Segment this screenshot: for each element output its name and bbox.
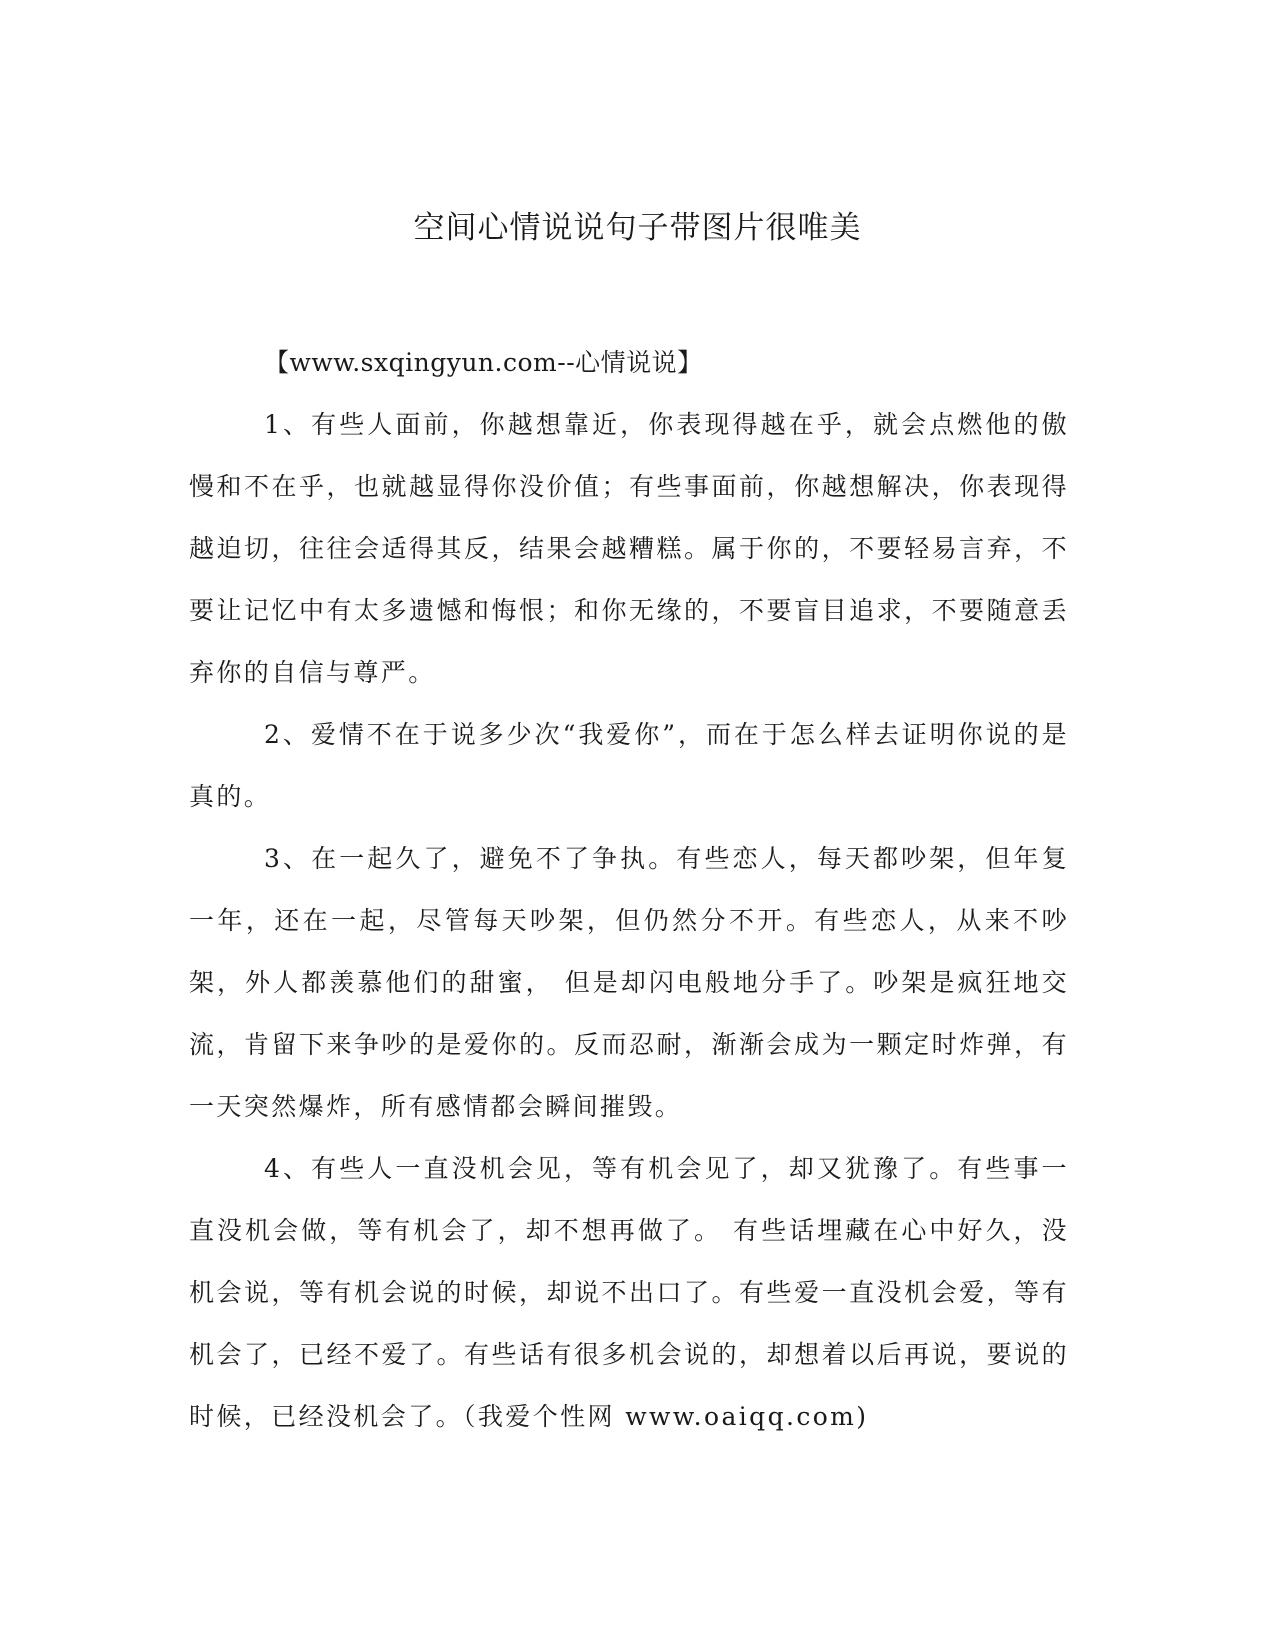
document-title: 空间心情说说句子带图片很唯美 xyxy=(413,210,862,246)
paragraph-4: 4、有些人一直没机会见，等有机会见了，却又犹豫了。有些事一直没机会做，等有机会了，却不想再做了。 有些话埋藏在心中好久，没机会说，等有机会说的时候，却说不出口了。有些爱一直没机会爱，等有机会了，已经不爱了。有些话有很多机会说的，却想着以后再说，要说的时候，已经没机会了。（我爱个性网 www.oaiqq.com) xyxy=(189,1154,1069,1431)
document-body xyxy=(189,332,1069,1448)
source-line: 【www.sxqingyun.com--心情说说】 xyxy=(264,348,703,377)
paragraph-2: 2、爱情不在于说多少次“我爱你”，而在于怎么样去证明你说的是真的。 xyxy=(189,720,1069,811)
paragraph-3: 3、在一起久了，避免不了争执。有些恋人，每天都吵架，但年复一年，还在一起，尽管每天吵架，但仍然分不开。有些恋人，从来不吵架，外人都羡慕他们的甜蜜， 但是却闪电般地分手了。吵架是疯狂地交流，肯留下来争吵的是爱你的。反而忍耐，渐渐会成为一颗定时炸弹，有一天突然爆炸，所有感情都会瞬间摧毁。 xyxy=(189,844,1069,1121)
paragraph-1: 1、有些人面前，你越想靠近，你表现得越在乎，就会点燃他的傲慢和不在乎，也就越显得你没价值；有些事面前，你越想解决，你表现得越迫切，往往会适得其反，结果会越糟糕。属于你的，不要轻易言弃，不要让记忆中有太多遗憾和悔恨；和你无缘的，不要盲目追求，不要随意丢弃你的自信与尊严。 xyxy=(189,410,1069,687)
